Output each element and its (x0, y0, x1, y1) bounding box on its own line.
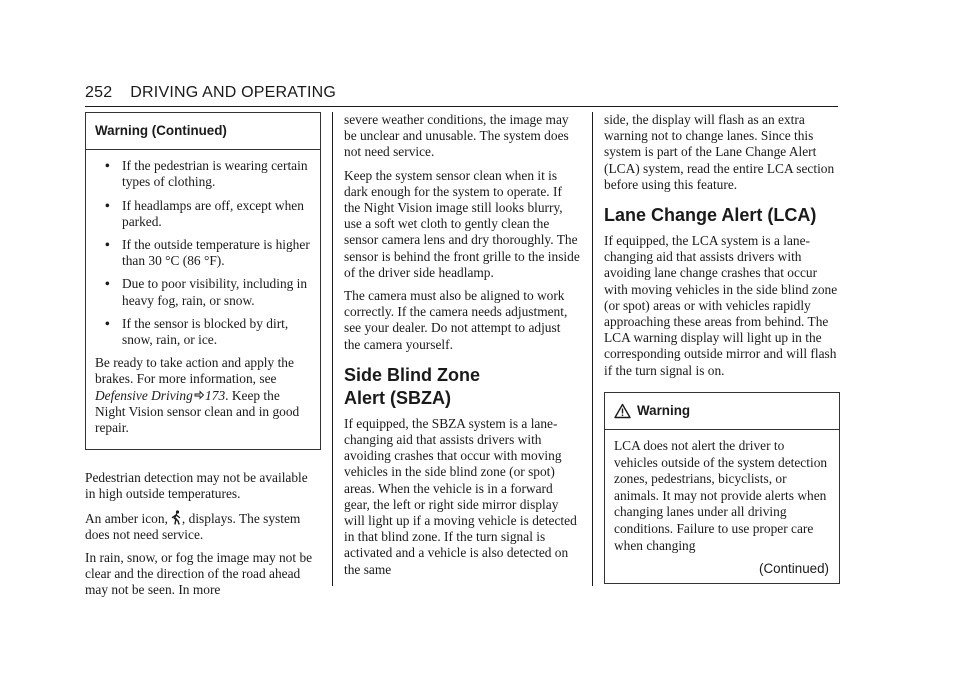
column-divider (332, 112, 333, 586)
page-header (85, 84, 336, 102)
paragraph: If equipped, the SBZA system is a lane-changing aid that assists drivers with avoiding crashes that occur with moving vehicles in the side blind zone (or spot) areas. When the vehicle is in a forward gear, the left or right side mirror display will light up if a moving vehicle is detected in that blind zone. If the turn signal is activated and a vehicle is also detected on the same (344, 415, 577, 577)
list-item: • If the sensor is blocked by dirt, snow, rain, or ice. (105, 315, 289, 348)
column-1 (85, 112, 321, 606)
pedestrian-icon (170, 510, 182, 525)
header-rule (85, 106, 838, 107)
warning-box-continued (85, 112, 321, 450)
paragraph: side, the display will flash as an extra warning not to change lanes. Since this system is part of the Lane Change Alert (LCA) system, read the entire LCA section before using this feature. (604, 112, 835, 192)
paragraph: Pedestrian detection may not be available in high outside temperatures. (85, 470, 308, 502)
page-ref-number[interactable]: 173 (205, 387, 226, 403)
paragraph: The camera must also be aligned to work correctly. If the camera needs adjustment, see your dealer. Do not attempt to adjust the camera yourself. (344, 288, 568, 352)
continued-label: (Continued) (759, 561, 829, 577)
page-number: 252 (85, 84, 113, 101)
warning-bullet-list (95, 158, 312, 348)
column-divider (592, 112, 593, 586)
warning-box-header (605, 393, 839, 430)
warning-box-title: Warning (Continued) (86, 113, 320, 150)
list-item: • Due to poor visibility, including in heavy fog, rain, or snow. (105, 276, 308, 308)
warning-body: LCA does not alert the driver to vehicles outside of the system detection zones, pedestrians, bicyclists, or animals. It may not provide alerts when changing lanes under all driving conditions. Failure to use proper care when changing (614, 438, 828, 553)
list-item: • If the outside temperature is higher than 30 °C (86 °F). (105, 237, 310, 269)
column-2 (344, 112, 580, 585)
warning-box (604, 392, 840, 585)
section-heading-lca: Lane Change Alert (LCA) (604, 205, 817, 226)
column-3 (604, 112, 840, 584)
paragraph: severe weather conditions, the image may be unclear and unusable. The system does not need service. (344, 112, 569, 160)
paragraph: In rain, snow, or fog the image may not be clear and the direction of the road ahead may not be seen. In more (85, 550, 313, 598)
section-heading-sbza: Side Blind Zone Alert (SBZA) (344, 364, 481, 408)
warning-triangle-icon (614, 403, 631, 419)
list-item: • If headlamps are off, except when parked. (105, 197, 304, 229)
paragraph: An amber icon, , displays. The system does not need service. (85, 510, 301, 542)
page-ref-icon (194, 390, 204, 400)
defensive-driving-link[interactable]: Defensive Driving (95, 387, 193, 403)
paragraph: Keep the system sensor clean when it is dark enough for the system to operate. If the Night Vision image still looks blurry, use a soft wet cloth to gently clean the sensor camera lens and dry thoroughly. The sensor is behind the front grille to the inside of the driver side headlamp. (344, 167, 580, 280)
warning-ready-text: Be ready to take action and apply the brakes. For more information, see Defensive Driving 173. Keep the Night Vision sensor clean and in good repair. (95, 355, 300, 436)
section-title: DRIVING AND OPERATING (130, 84, 337, 101)
list-item: • If the pedestrian is wearing certain types of clothing. (105, 158, 308, 190)
paragraph: If equipped, the LCA system is a lane-changing aid that assists drivers with avoiding lane change crashes that occur with moving vehicles in the side blind zone (or spot) areas or with vehicles rapidly approaching these areas from behind. The LCA warning display will light up in the corresponding outside mirror and will flash if the turn signal is on. (604, 233, 838, 378)
warning-box-title: Warning (637, 402, 691, 418)
